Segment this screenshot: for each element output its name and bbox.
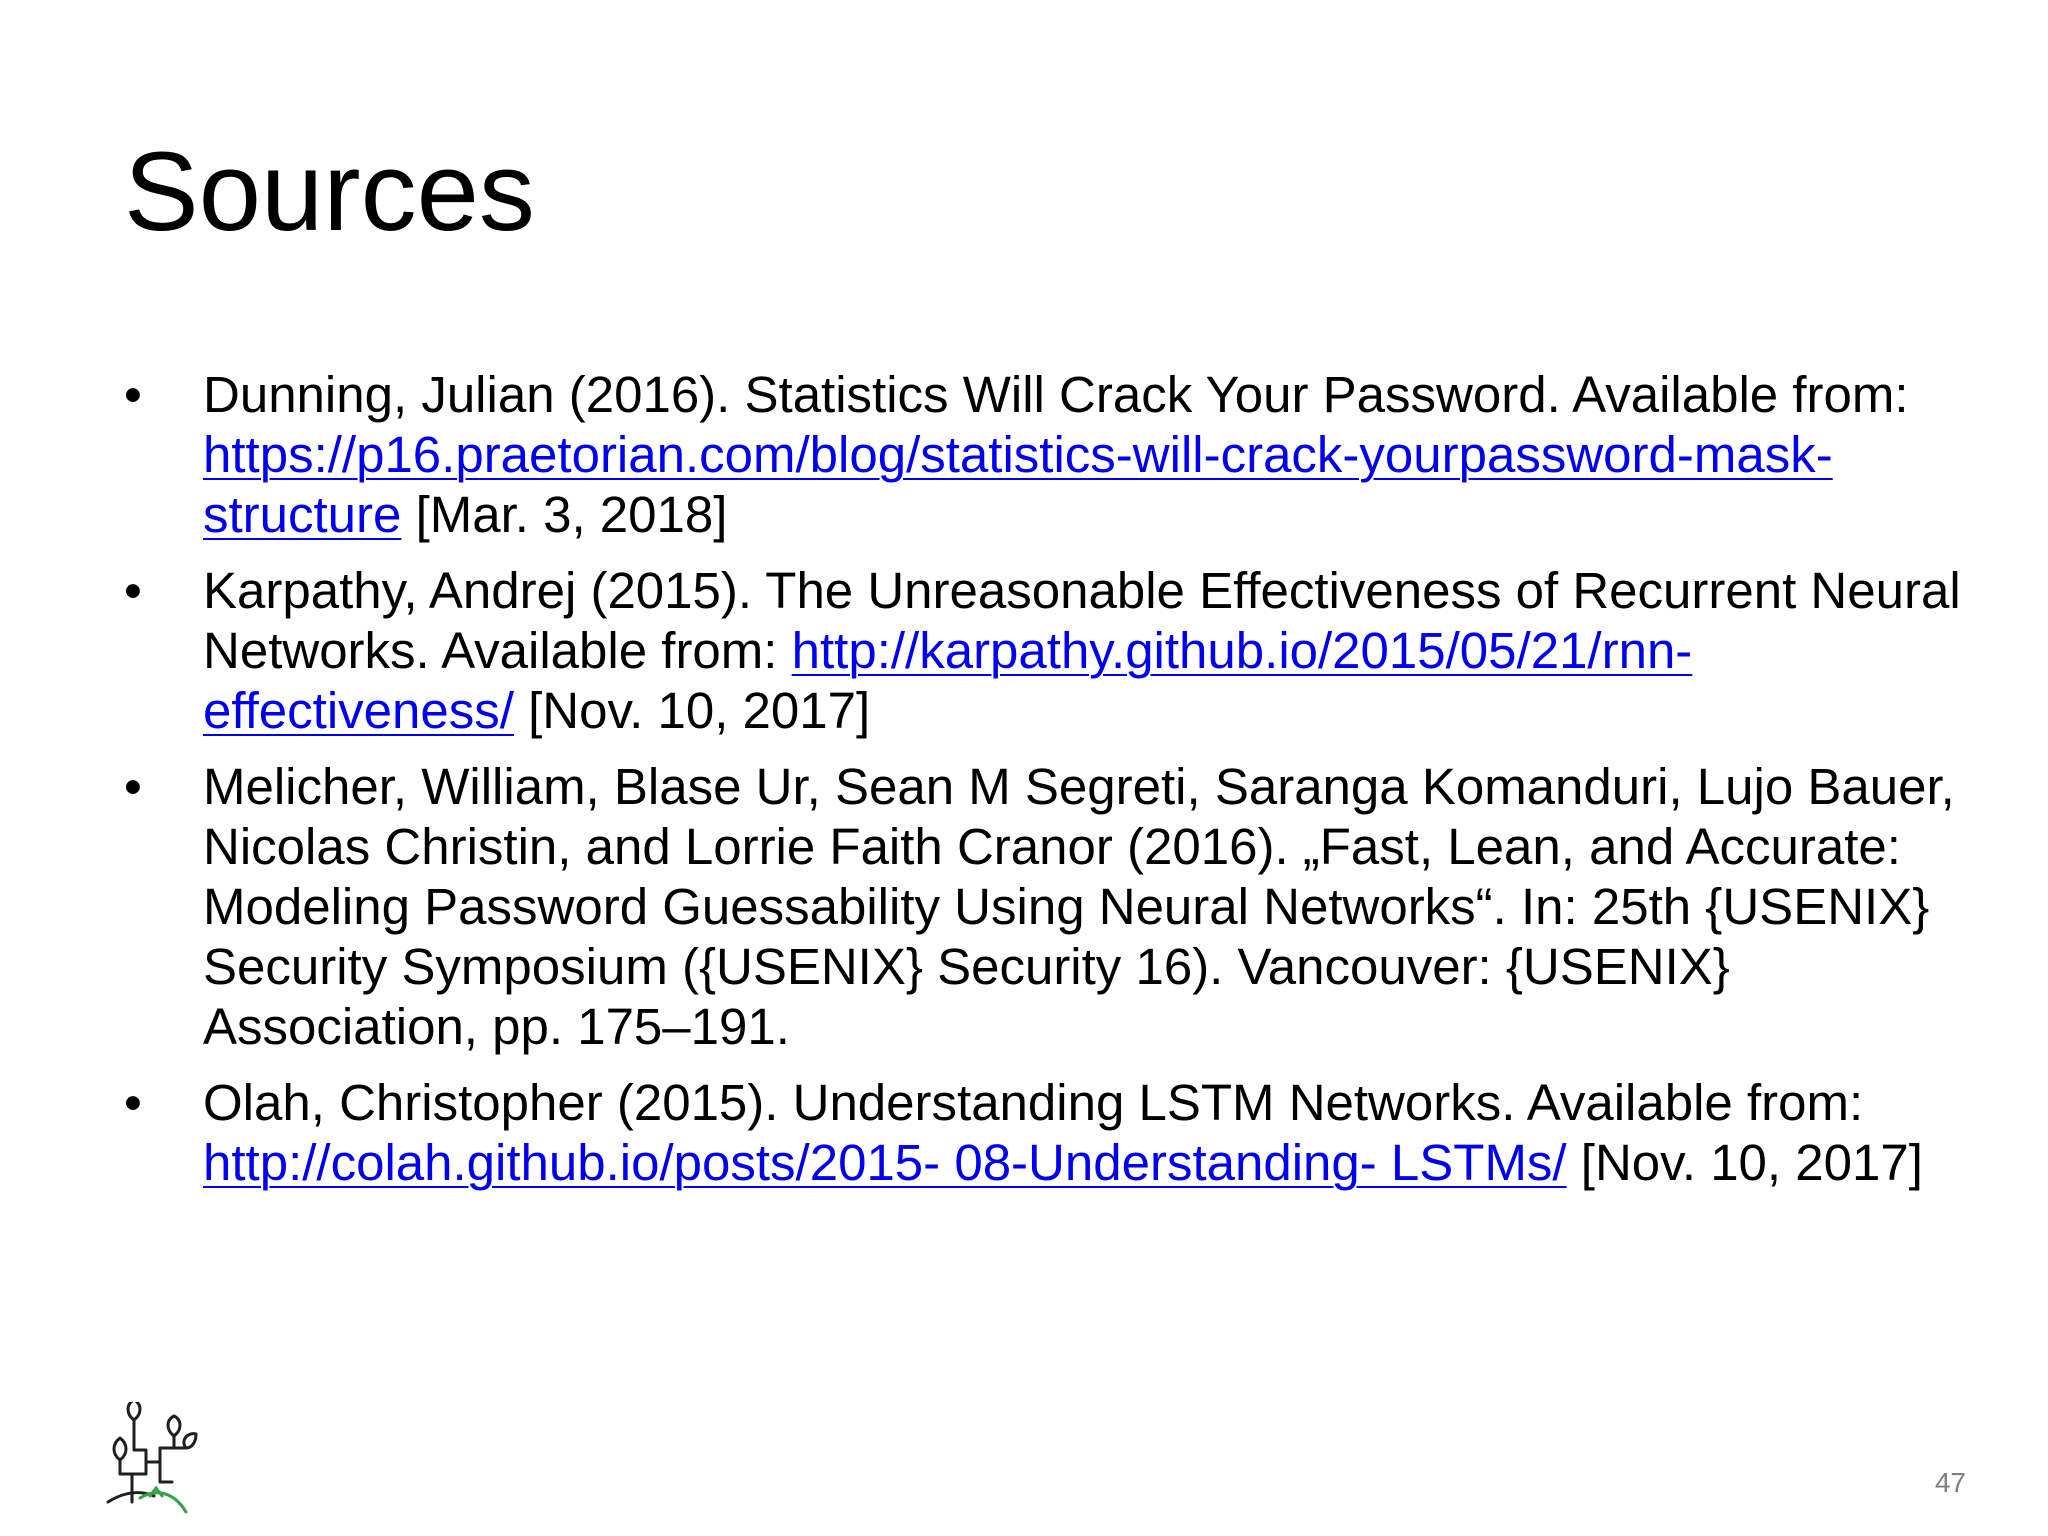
source-text: Dunning, Julian (2016). Statistics Will Crack Your Password. Available from: <box>203 366 1909 423</box>
page-number: 47 <box>1934 1467 1966 1498</box>
slide-title: Sources <box>124 129 535 254</box>
source-access-date: [Nov. 10, 2017] <box>1566 1134 1923 1191</box>
source-link-colah[interactable]: http://colah.github.io/posts/2015- 08-Understanding- LSTMs/ <box>203 1134 1567 1191</box>
source-item-karpathy <box>124 561 1984 741</box>
source-link-praetorian[interactable]: https://p16.praetorian.com/blog/statistics-will-crack-yourpassword-mask-structure <box>203 426 1833 543</box>
source-text: Olah, Christopher (2015). Understanding LSTM Networks. Available from: <box>203 1074 1864 1131</box>
source-item-melicher <box>124 757 1984 1057</box>
bullet-icon: • <box>124 562 142 619</box>
source-text: Karpathy, Andrej (2015). The Unreasonable Effectiveness of Recurrent Neural Networks. Available from: <box>203 562 1961 679</box>
bullet-icon: • <box>124 758 142 815</box>
source-item-olah <box>124 1073 1984 1193</box>
bullet-icon: • <box>124 366 142 423</box>
source-access-date: [Mar. 3, 2018] <box>401 486 728 543</box>
source-item-dunning <box>124 365 1984 545</box>
sources-list <box>124 365 1984 1209</box>
bullet-icon: • <box>124 1074 142 1131</box>
source-access-date: [Nov. 10, 2017] <box>513 682 871 739</box>
sprouting-tree-logo-icon <box>100 1402 210 1522</box>
source-text: Melicher, William, Blase Ur, Sean M Segreti, Saranga Komanduri, Lujo Bauer, Nicolas Christin, and Lorrie Faith Cranor (2016). „Fast, Lean, and Accurate: Modeling Password Guessability Using Neural Networks“. In: 25th {USENIX} Security Symposium ({USENIX} Security 16). Vancouver: {USENIX} Association, pp. 175–191. <box>203 758 1955 1055</box>
source-link-karpathy[interactable]: http://karpathy.github.io/2015/05/21/rnn-effectiveness/ <box>203 622 1693 739</box>
